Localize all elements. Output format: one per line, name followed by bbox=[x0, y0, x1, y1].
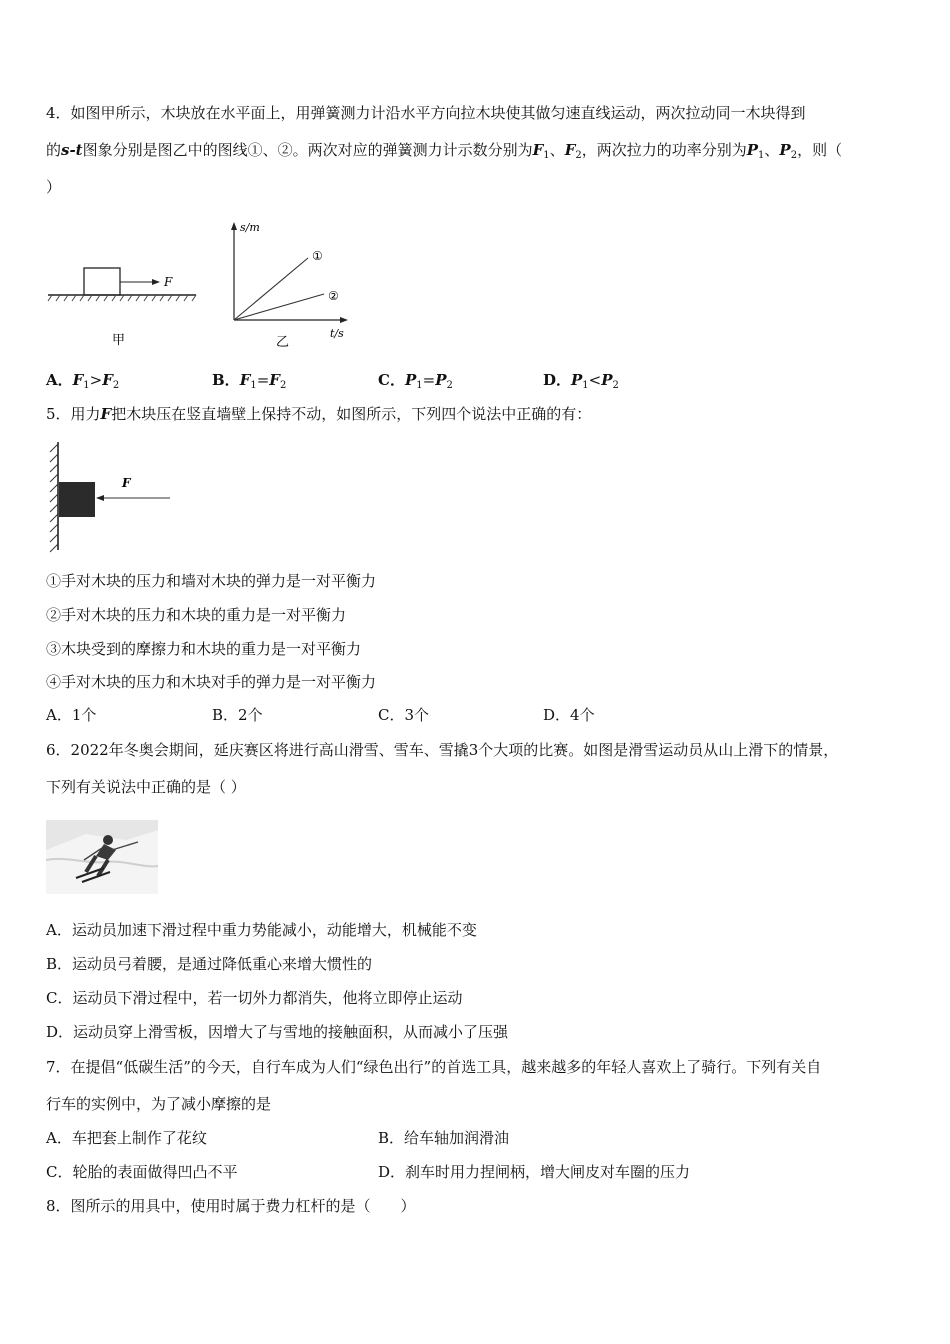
q4-figure-jia bbox=[44, 262, 204, 352]
q5-option-c: C．3个 bbox=[378, 706, 430, 724]
q5-option-a: A．1个 bbox=[46, 706, 97, 724]
q4-line-1: 4．如图甲所示，木块放在水平面上，用弹簧测力计沿水平方向拉木块使其做匀速直线运动，两次拉动同一木块得到 bbox=[46, 104, 806, 122]
x-axis-label: t/s bbox=[330, 327, 344, 340]
q5-statement-4: ④手对木块的压力和木块对手的弹力是一对平衡力 bbox=[46, 673, 377, 691]
arrow-head-icon bbox=[152, 279, 160, 285]
q7-option-c: C．轮胎的表面做得凹凸不平 bbox=[46, 1163, 238, 1181]
q4-figure-yi bbox=[218, 216, 358, 350]
wall-hatching bbox=[50, 444, 58, 552]
q6-option-c: C．运动员下滑过程中，若一切外力都消失，他将立即停止运动 bbox=[46, 989, 463, 1007]
q7-line-2: 行车的实例中，为了减小摩擦的是 bbox=[46, 1095, 272, 1113]
q5-statement-2: ②手对木块的压力和木块的重力是一对平衡力 bbox=[46, 606, 347, 624]
q6-option-a: A．运动员加速下滑过程中重力势能减小，动能增大，机械能不变 bbox=[46, 921, 477, 939]
q4-option-c: C．$P_1=P_2$ bbox=[378, 371, 453, 391]
q4-option-a: A．$F_1>F_2$ bbox=[46, 371, 120, 391]
q6-option-b: B．运动员弓着腰，是通过降低重心来增大惯性的 bbox=[46, 955, 373, 973]
q5-figure-wall bbox=[44, 440, 174, 555]
q7-option-b: B．给车轴加润滑油 bbox=[378, 1129, 510, 1147]
q7-option-d: D．刹车时用力捏闸柄，增大闸皮对车圈的压力 bbox=[378, 1163, 691, 1181]
q7-line-1: 7．在提倡“低碳生活”的今天，自行车成为人们“绿色出行”的首选工具，越来越多的年轻人喜欢上了骑行。下列有关自 bbox=[46, 1058, 822, 1076]
pressed-block bbox=[59, 482, 95, 517]
q6-option-d: D．运动员穿上滑雪板，因增大了与雪地的接触面积，从而减小了压强 bbox=[46, 1023, 509, 1041]
q5-option-d: D．4个 bbox=[543, 706, 595, 724]
graph-line-1 bbox=[234, 258, 308, 320]
figure-caption-yi: 乙 bbox=[276, 335, 290, 350]
block bbox=[84, 268, 120, 295]
x-axis-arrow-icon bbox=[340, 317, 348, 323]
q8-line-1: 8．图所示的用具中，使用时属于费力杠杆的是（ ） bbox=[46, 1197, 416, 1215]
q5-line-1: 5．用力F把木块压在竖直墙壁上保持不动，如图所示，下列四个说法中正确的有： bbox=[46, 405, 592, 423]
y-axis-label: s/m bbox=[240, 221, 260, 234]
q5-statement-1: ①手对木块的压力和墙对木块的弹力是一对平衡力 bbox=[46, 572, 377, 590]
line-2-label: ② bbox=[328, 289, 339, 303]
force-label: F bbox=[122, 476, 131, 490]
q4-line-3: ） bbox=[46, 178, 62, 196]
graph-line-2 bbox=[234, 294, 324, 320]
ground-hatching bbox=[48, 295, 196, 301]
q4-option-b: B．$F_1=F_2$ bbox=[212, 371, 287, 391]
q4-option-d: D．$P_1<P_2$ bbox=[543, 371, 619, 391]
q5-statement-3: ③木块受到的摩擦力和木块的重力是一对平衡力 bbox=[46, 640, 362, 658]
force-label: F bbox=[164, 275, 173, 289]
q6-line-1: 6．2022年冬奥会期间，延庆赛区将进行高山滑雪、雪车、雪撬3个大项的比赛。如图是滑雪运动员从山上滑下的情景， bbox=[46, 741, 839, 759]
skier-photo bbox=[46, 820, 158, 894]
skier-head bbox=[103, 835, 113, 845]
figure-caption-jia: 甲 bbox=[112, 333, 126, 348]
y-axis-arrow-icon bbox=[231, 222, 237, 230]
arrow-head-icon bbox=[96, 495, 104, 501]
q6-line-2: 下列有关说法中正确的是（ ） bbox=[46, 778, 246, 796]
line-1-label: ① bbox=[312, 249, 323, 263]
q5-option-b: B．2个 bbox=[212, 706, 263, 724]
q7-option-a: A．车把套上制作了花纹 bbox=[46, 1129, 207, 1147]
q4-line-2: 的s-t图象分别是图乙中的图线①、②。两次对应的弹簧测力计示数分别为$F_1$、$F_2$，两次拉力的功率分别为$P_1$、$P_2$，则（ bbox=[46, 141, 843, 161]
